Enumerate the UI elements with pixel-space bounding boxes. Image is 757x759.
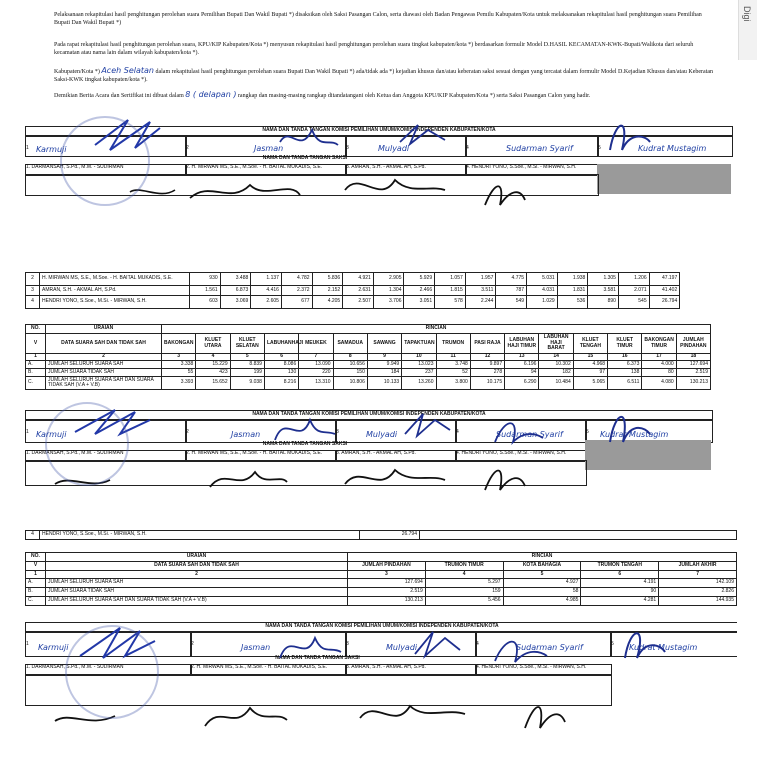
witness-cell: 3. AMRAN, S.H. - AKMAL AH, S.Pd.	[335, 450, 457, 462]
official-stamp-3	[65, 625, 159, 719]
witness-title-1: NAMA DAN TANDA TANGAN SAKSI	[262, 155, 348, 161]
member-cell: 5 Kudrat Mustagim	[597, 135, 733, 157]
commission-title-1: NAMA DAN TANDA TANGAN KOMISI PEMILIHAN UMUM/KOMISI INDEPENDEN KABUPATEN/KOTA	[25, 126, 733, 137]
summary-row: A. JUMLAH SELURUH SUARA SAH 127.694 5.297 4.927 4.191 142.109	[26, 579, 737, 588]
member-cell: 1 Karmuji	[25, 135, 187, 157]
witness-cell: 1. DARMANSAH, S.Pd., M.M. - SUDIRMAN	[25, 164, 187, 176]
witness-cell: 4. HENDRI YONO, S.Soe., M.Si. - MIRWAN, S.H.	[465, 164, 599, 176]
member-cell: 4 Sudarman Syarif	[465, 135, 599, 157]
side-tab-label: Digi	[742, 6, 752, 22]
side-tab[interactable]	[738, 0, 757, 60]
page-sheet-bottom	[25, 530, 737, 756]
witness-cell: 2. H. MIRWAN MS, S.E., M.Soe. - H. BAITAL MUKADIS, S.E.	[185, 450, 337, 462]
witness-cell: 4. HENDRI YONO, S.Soe., M.Si. - MIRWAN, S.H.	[455, 450, 587, 462]
witness-cell: 2. H. MIRWAN MS, S.E., M.Soe. - H. BAITAL MUKADIS, S.E.	[185, 164, 347, 176]
candidate-table-mid	[25, 272, 711, 309]
handwritten-regency: Aceh Selatan	[101, 66, 154, 75]
commission-title-3: NAMA DAN TANDA TANGAN KOMISI PEMILIHAN UMUM/KOMISI INDEPENDEN KABUPATEN/KOTA	[25, 622, 737, 633]
summary-row: B. JUMLAH SUARA TIDAK SAH 2.519 159 58 90 2.826	[26, 588, 737, 597]
summary-row: A. JUMLAH SELURUH SUARA SAH 3.338 15.229 8.839 8.086 13.090 10.656 9.949 13.023 3.748 9.897 6.196 10.302 4.968 6.373 4.000 127.694	[26, 361, 711, 369]
witness-cell: 3. AMRAN, S.H. - AKMAL AH, S.Pd.	[345, 664, 477, 676]
para-4: Demikian Berita Acara dan Sertifikat ini dibuat dalam 8 ( delapan ) rangkap dan masing-masing rangkap ditandatangani oleh Ketua dan Anggota KPU/KIP Kabupaten/Kota *) serta Saksi Pasangan Calon yang hadir.	[54, 90, 591, 99]
gray-cell	[585, 440, 711, 470]
para-1: Pelaksanaan rekapitulasi hasil penghitungan perolehan suara Pemilihan Bupati Dan Wakil Bupati *) disaksikan oleh Saksi Pasangan Calon, serta diawasi oleh Badan Pengawas Pemilu Kabupaten/Kota untuk melaksanakan rekapitulasi hasil penghitungan suara Pemilihan Bupati Dan Wakil Bupati *)	[54, 12, 702, 26]
summary-row: C. JUMLAH SELURUH SUARA SAH DAN SUARA TIDAK SAH (V.A + V.B) 3.393 15.652 9.038 8.216 13.310 10.806 10.133 13.260 3.800 10.175 6.290 10.484 5.065 6.511 4.080 130.213	[26, 377, 711, 390]
member-cell: 3 Mulyadi	[345, 631, 477, 657]
page-sheet-top	[0, 0, 735, 208]
member-cell: 5 Kudrat Mustagim	[610, 631, 737, 657]
handwritten-copies: 8 ( delapan )	[185, 90, 237, 99]
witness-cell: 4. HENDRI YONO, S.Soe., M.Si. - MIRWAN, S.H.	[475, 664, 612, 676]
para-2: Pada rapat rekapitulasi hasil penghitungan perolehan suara, KPU/KIP Kabupaten/Kota *) menyusun rekapitulasi hasil penghitungan perolehan suara tingkat kabupaten/kota *) berdasarkan formulir Model D.HASIL KECAMATAN-KWK-Bupati/Walikota dari seluruh kecamatan atau nama lain dalam wilayah kabupaten/kota *).	[54, 42, 694, 56]
para-3: Kabupaten/Kota *) Aceh Selatan dalam rekapitulasi hasil penghitungan perolehan suara Bupati Dan Wakil Bupati *) ada/tidak ada *) kejadian khusus dan/atau keberatan saksi sesuai dengan yang tercatat dalam formulir Model D.Kejadian Khusus dan/atau Keberatan Saksi-KWK tingkat kabupaten/kota *).	[54, 66, 714, 83]
member-cell: 4 Sudarman Syarif	[475, 631, 612, 657]
summary-row: B. JUMLAH SUARA TIDAK SAH 55 423 199 130 220 150 184 237 52 278 94 182 97 138 80 2.519	[26, 369, 711, 377]
member-cell: 1 Karmuji	[25, 419, 187, 443]
candidate-table-bottom	[25, 530, 737, 540]
member-cell: 3 Mulyadi	[345, 135, 467, 157]
summary-row: C. JUMLAH SELURUH SUARA SAH DAN SUARA TIDAK SAH (V.A + V.B) 130.213 5.456 4.985 4.281 144.935	[26, 597, 737, 606]
witness-cell: 1. DARMANSAH, S.Pd., M.M. - SUDIRMAN	[25, 450, 187, 462]
member-cell: 4 Sudarman Syarif	[455, 419, 587, 443]
candidate-row: 2 H. MIRWAN MS, S.E., M.Soe. - H. BAITAL MUKADIS, S.E. 930 3.488 1.137 4.782 5.836 4.921 2.905 5.929 1.057 1.957 4.775 5.031 1.938 1.305 1.206 47.197	[26, 273, 711, 286]
candidate-row: 3 AMRAN, S.H. - AKMAL AH, S.Pd. 1.561 6.873 4.416 2.372 2.152 2.631 1.304 2.466 1.815 3.511 787 4.031 1.831 3.581 2.071 41.402	[26, 286, 711, 296]
witness-cell: 2. H. MIRWAN MS, S.E., M.Soe. - H. BAITAL MUKADIS, S.E.	[190, 664, 347, 676]
candidate-row: 4 HENDRI YONO, S.Soe., M.Si. - MIRWAN, S.H. 26.794	[26, 531, 737, 540]
member-cell: 2 Jasman	[185, 135, 347, 157]
commission-title-2: NAMA DAN TANDA TANGAN KOMISI PEMILIHAN UMUM/KOMISI INDEPENDEN KABUPATEN/KOTA	[25, 410, 713, 421]
witness-title-3: NAMA DAN TANDA TANGAN SAKSI	[275, 655, 360, 661]
member-cell: 2 Jasman	[185, 419, 337, 443]
official-stamp-2	[45, 402, 129, 486]
member-cell: 1 Karmuji	[25, 631, 192, 657]
member-cell: 3 Mulyadi	[335, 419, 457, 443]
page-sheet-middle	[25, 272, 737, 494]
gray-cell	[597, 164, 731, 194]
member-cell: 5 Kudrat Mustagim	[585, 419, 713, 443]
candidate-row: 4 HENDRI YONO, S.Soe., M.Si. - MIRWAN, S.H. 603 3.069 2.605 677 4.205 2.507 3.706 3.051 578 2.244 549 1.029 536 890 545 26.794	[26, 296, 711, 309]
witness-cell: 1. DARMANSAH, S.Pd., M.M. - SUDIRMAN	[25, 664, 192, 676]
official-stamp-1	[60, 116, 150, 206]
witness-title-2: NAMA DAN TANDA TANGAN SAKSI	[262, 441, 348, 447]
summary-table-bottom: NO. URAIAN RINCIAN V DATA SUARA SAH DAN TIDAK SAH JUMLAH PINDAHAN TRUMON TIMUR KOTA BAHAGIA TRUMON TENGAH JUMLAH AKHIR 1 2 3 4 5 6 7 A. JUMLAH SELURUH SUARA SAH 127.694 5.297 4.927 4.191 142.109 B. JUMLAH SUARA TIDAK SAH 2.519 159 58 90 2.826 C. JUMLAH SELURUH SUARA SAH DAN SUARA TIDAK SAH (V.A + V.B) 130.213 5.456 4.985 4.281 144.935	[25, 552, 737, 606]
summary-table-mid: NO. URAIAN RINCIAN V DATA SUARA SAH DAN TIDAK SAH BAKONGAN KLUET UTARA KLUET SELATAN LABUHANHAJI MEUKEK SAMADUA SAWANG TAPAKTUAN TRUMON PASI RAJA LABUHAN HAJI TIMUR LABUHAN HAJI BARAT KLUET TENGAH KLUET TIMUR BAKONGAN TIMUR JUMLAH PINDAHAN 1 2 3 4 5 6 7 8 9 10 11 12 13 14 15 16 17 18 A. JUMLAH SELURUH SUARA SAH 3.338 15.229 8.839 8.086 13.090 10.656 9.949 13.023 3.748 9.897 6.196 10.302 4.968 6.373 4.000 127.694 B. JUMLAH SUARA TIDAK SAH 55 423 199 130 220 150 184 237 52 278 94 182 97 138 80 2.519 C. JUMLAH SELURUH SUARA SAH DAN SUARA TIDAK SAH (V.A + V.B) 3.393 15.652 9.038 8.216 13.310 10.806 10.133 13.260 3.800 10.175 6.290 10.484 5.065 6.511 4.080 130.213	[25, 324, 711, 390]
witness-cell: 3. AMRAN, S.H. - AKMAL AH, S.Pd.	[345, 164, 467, 176]
member-cell: 2 Jasman	[190, 631, 347, 657]
